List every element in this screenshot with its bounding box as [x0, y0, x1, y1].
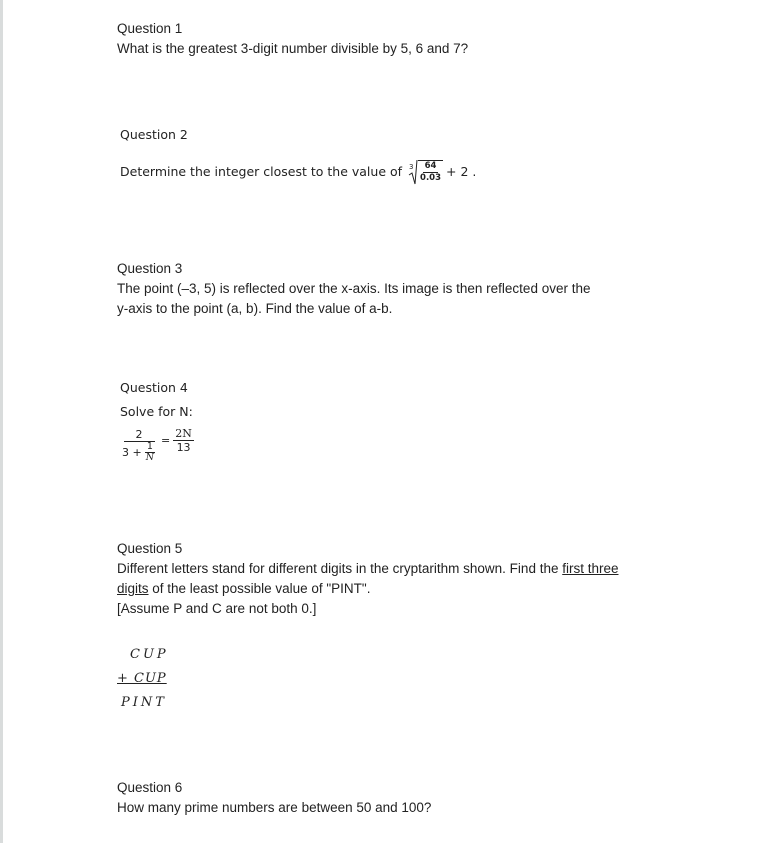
cube-root-expression: [406, 159, 476, 185]
question-title: Question 5: [117, 541, 183, 556]
question-title: Question 6: [117, 780, 183, 795]
question-3: [117, 259, 590, 319]
question-1: [117, 19, 468, 59]
rhs-denominator: 13: [176, 441, 191, 454]
cryptarithm-row-2: + CUP: [117, 671, 167, 686]
expression-tail: + 2 .: [446, 164, 477, 179]
cryptarithm-row-1: CUP: [130, 647, 169, 662]
cryptarithm: [117, 643, 169, 715]
lhs-fraction: [120, 428, 158, 463]
equals-sign: =: [161, 433, 171, 447]
question-text: How many prime numbers are between 50 and 100?: [117, 800, 432, 815]
fraction-denominator: 0.03: [420, 172, 442, 183]
text-segment: Different letters stand for different digits in the cryptarithm shown. Find the: [117, 561, 563, 576]
underlined-text: digits: [117, 581, 149, 596]
root-index: 3: [409, 163, 414, 171]
question-4: [120, 378, 194, 463]
question-title: Question 3: [117, 261, 183, 276]
question-text-line-3: [Assume P and C are not both 0.]: [117, 601, 317, 616]
equation: [120, 428, 194, 463]
question-text: Determine the integer closest to the value of: [120, 164, 403, 179]
rhs-numerator: 2N: [175, 427, 192, 440]
page-left-border: [0, 0, 3, 843]
lhs-numerator: 2: [124, 428, 155, 442]
question-title: Question 4: [120, 380, 188, 395]
question-text-line-1: The point (–3, 5) is reflected over the x-axis. Its image is then reflected over the: [117, 281, 591, 296]
question-2: [120, 125, 476, 185]
question-6: [117, 778, 431, 818]
cryptarithm-row-3: PINT: [121, 695, 167, 710]
underlined-text: first three: [562, 561, 619, 576]
question-text-line-2: [117, 579, 619, 599]
question-title: Question 1: [117, 21, 183, 36]
rhs-fraction: [173, 427, 194, 454]
question-text: What is the greatest 3-digit number divisible by 5, 6 and 7?: [117, 41, 469, 56]
text-segment: of the least possible value of "PINT".: [148, 581, 371, 596]
fraction-numerator: 64: [424, 160, 437, 171]
question-5: [117, 539, 619, 619]
question-text-line-2: y-axis to the point (a, b). Find the value of a-b.: [117, 301, 393, 316]
question-text-row: [120, 159, 476, 185]
inner-denominator: N: [145, 452, 155, 463]
question-text: Solve for N:: [120, 404, 193, 419]
question-title: Question 2: [120, 127, 188, 142]
lhs-denominator-term: 3 +: [122, 446, 142, 459]
inner-numerator: 1: [146, 441, 153, 452]
question-text-line-1: [117, 559, 619, 579]
